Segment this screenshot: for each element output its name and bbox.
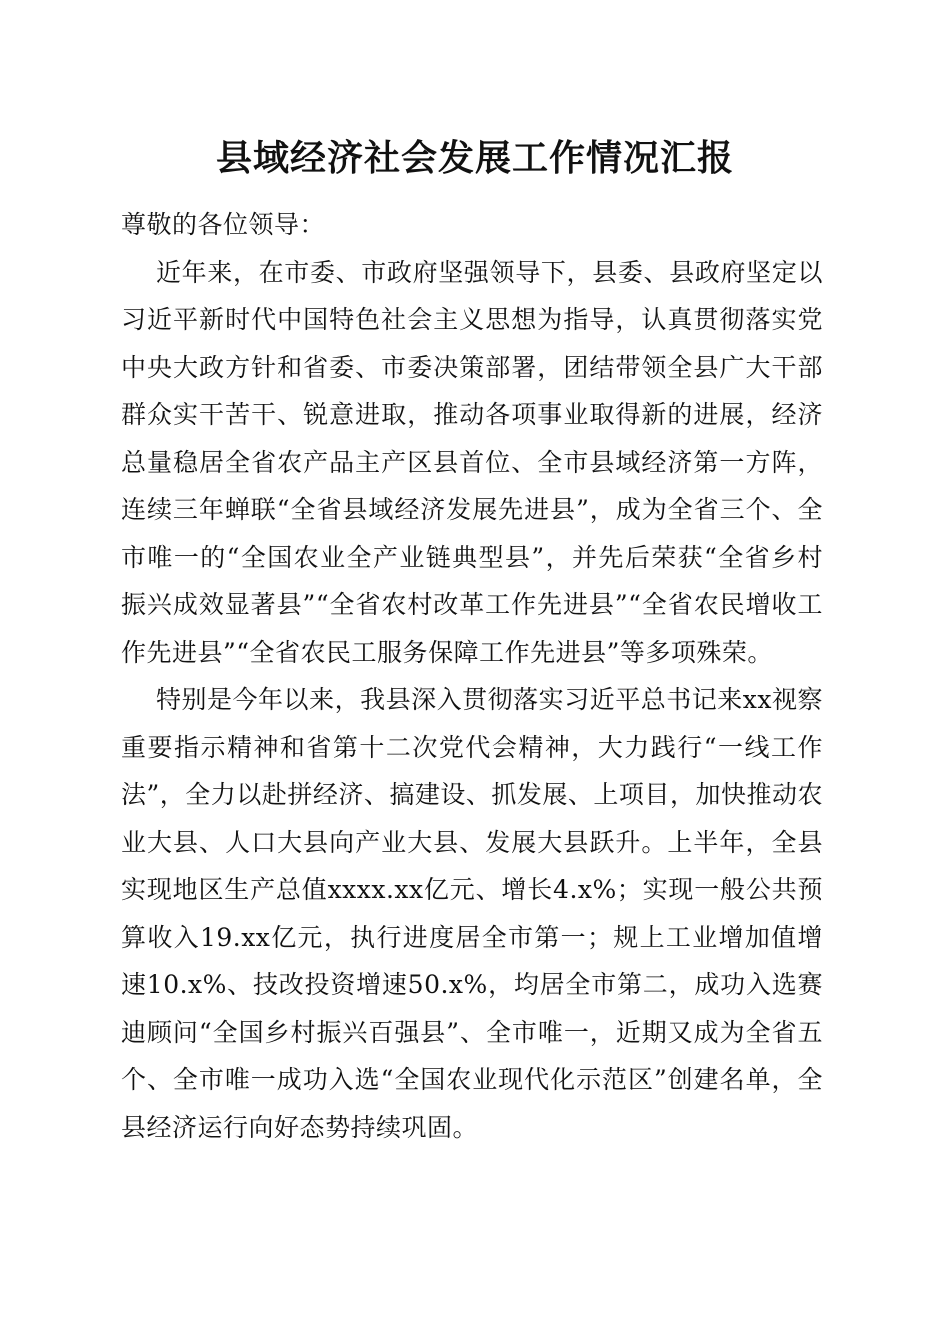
document-body [121, 201, 823, 1151]
paragraph-2: 特别是今年以来，我县深入贯彻落实习近平总书记来xx视察重要指示精神和省第十二次党代会精神，大力践行“一线工作法”，全力以赴拼经济、搞建设、抓发展、上项目，加快推动农业大县、人口大县向产业大县、发展大县跃升。上半年，全县实现地区生产总值xxxx.xx亿元、增长4.x%；实现一般公共预算收入19.xx亿元，执行进度居全市第一；规上工业增加值增速10.x%、技改投资增速50.x%，均居全市第二，成功入选赛迪顾问“全国乡村振兴百强县”、全市唯一，近期又成为全省五个、全市唯一成功入选“全国农业现代化示范区”创建名单，全县经济运行向好态势持续巩固。 [121, 685, 823, 1142]
document-title: 县域经济社会发展工作情况汇报 [215, 137, 734, 179]
paragraph-1: 近年来，在市委、市政府坚强领导下，县委、县政府坚定以习近平新时代中国特色社会主义思想为指导，认真贯彻落实党中央大政方针和省委、市委决策部署，团结带领全县广大干部群众实干苦干、锐意进取，推动各项事业取得新的进展，经济总量稳居全省农产品主产区县首位、全市县域经济第一方阵，连续三年蝉联“全省县域经济发展先进县”，成为全省三个、全市唯一的“全国农业全产业链典型县”，并先后荣获“全省乡村振兴成效显著县”“全省农村改革工作先进县”“全省农民增收工作先进县”“全省农民工服务保障工作先进县”等多项殊荣。 [121, 257, 823, 667]
salutation: 尊敬的各位领导： [121, 210, 326, 239]
